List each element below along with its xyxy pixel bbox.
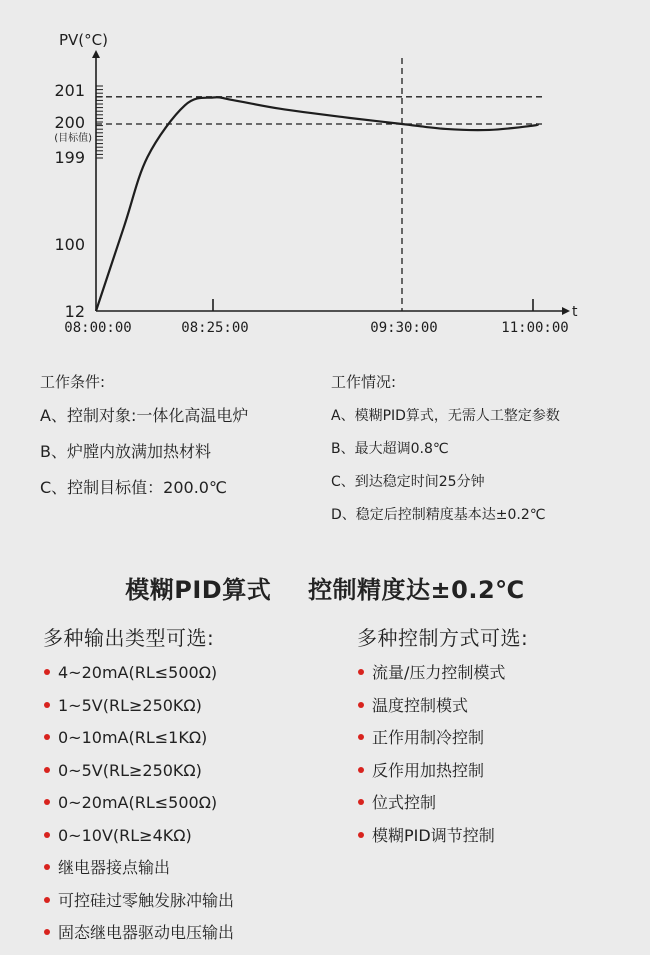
output-type-label: 可控硅过零触发脉冲输出 <box>58 890 235 910</box>
feature-headline <box>0 570 650 605</box>
bullet-icon <box>44 734 50 740</box>
output-type-label: 0~5V(RL≥250KΩ) <box>58 760 202 780</box>
bullet-icon <box>44 702 50 708</box>
pv-curve <box>96 97 538 311</box>
bullet-icon <box>358 767 364 773</box>
situation-item-b: B、最大超调0.8℃ <box>331 441 449 457</box>
output-type-item <box>43 662 234 695</box>
bullet-icon <box>44 799 50 805</box>
control-modes-title: 多种控制方式可选: <box>357 626 529 650</box>
x-tick-label: 11:00:00 <box>501 320 569 336</box>
bullet-icon <box>44 897 50 903</box>
headline-left: 模糊PID算式 <box>125 576 272 604</box>
y-axis-arrow-icon <box>92 50 100 58</box>
working-conditions <box>40 372 248 514</box>
output-type-item <box>43 760 234 793</box>
output-types-list <box>43 622 234 955</box>
y-tick-label: 100 <box>54 235 85 254</box>
control-mode-label: 温度控制模式 <box>372 695 469 715</box>
x-axis-arrow-icon <box>562 307 570 315</box>
bullet-icon <box>358 702 364 708</box>
control-mode-item <box>357 662 528 695</box>
bullet-icon <box>358 734 364 740</box>
bullet-icon <box>44 929 50 935</box>
output-type-label: 固态继电器驱动电压输出 <box>58 923 235 942</box>
situation-title: 工作情况: <box>331 373 397 391</box>
control-mode-item <box>357 825 528 858</box>
output-type-item <box>43 890 234 923</box>
output-type-label: 4~20mA(RL≤500Ω) <box>58 663 218 682</box>
output-type-label: 0~10V(RL≥4KΩ) <box>58 825 192 845</box>
control-mode-label: 流量/压力控制模式 <box>372 663 506 682</box>
output-type-item <box>43 695 234 728</box>
y-tick-note: (目标值) <box>54 133 92 144</box>
control-mode-item <box>357 695 528 728</box>
conditions-title: 工作条件: <box>40 373 106 391</box>
output-types-title: 多种输出类型可选: <box>43 626 215 650</box>
control-mode-item <box>357 760 528 793</box>
x-axis-label: t <box>572 304 578 320</box>
bullet-icon <box>358 669 364 675</box>
control-mode-item <box>357 727 528 760</box>
output-type-item <box>43 727 234 760</box>
situation-item-d: D、稳定后控制精度基本达±0.2℃ <box>331 507 546 523</box>
situation-item-a: A、模糊PID算式，无需人工整定参数 <box>331 408 560 424</box>
control-mode-label: 位式控制 <box>372 793 437 812</box>
x-tick-label: 08:00:00 <box>64 320 132 336</box>
output-type-label: 0~10mA(RL≤1KΩ) <box>58 728 208 747</box>
bullet-icon <box>358 832 364 838</box>
bullet-icon <box>44 864 50 870</box>
bullet-icon <box>358 799 364 805</box>
output-type-item <box>43 857 234 890</box>
working-situation <box>331 372 560 538</box>
control-mode-label: 反作用加热控制 <box>372 760 485 780</box>
x-tick-label: 09:30:00 <box>370 320 438 336</box>
condition-item-b: B、炉膛内放满加热材料 <box>40 442 211 461</box>
condition-item-a: A、控制对象:一体化高温电炉 <box>40 406 249 425</box>
output-type-label: 0~20mA(RL≤500Ω) <box>58 793 218 812</box>
bullet-icon <box>44 767 50 773</box>
y-tick-label: 12 <box>64 302 85 321</box>
control-mode-item <box>357 792 528 825</box>
output-type-label: 1~5V(RL≥250KΩ) <box>58 695 202 715</box>
control-mode-label: 模糊PID调节控制 <box>372 825 495 845</box>
y-tick-label: 199 <box>54 148 85 167</box>
y-tick-label: 201 <box>54 81 85 100</box>
bullet-icon <box>44 669 50 675</box>
bullet-icon <box>44 832 50 838</box>
pv-response-chart <box>0 0 650 350</box>
y-axis-label: PV(°C) <box>59 31 108 49</box>
headline-right: 控制精度达±0.2℃ <box>308 576 525 604</box>
condition-item-c: C、控制目标值：200.0℃ <box>40 478 227 497</box>
control-modes-list <box>357 622 528 857</box>
output-type-item <box>43 825 234 858</box>
output-type-item <box>43 792 234 825</box>
y-tick-label: 200 <box>54 113 85 132</box>
control-mode-label: 正作用制冷控制 <box>372 728 485 747</box>
x-tick-label: 08:25:00 <box>181 320 249 336</box>
output-type-label: 继电器接点输出 <box>58 858 171 877</box>
situation-item-c: C、到达稳定时间25分钟 <box>331 474 485 490</box>
output-type-item <box>43 922 234 955</box>
